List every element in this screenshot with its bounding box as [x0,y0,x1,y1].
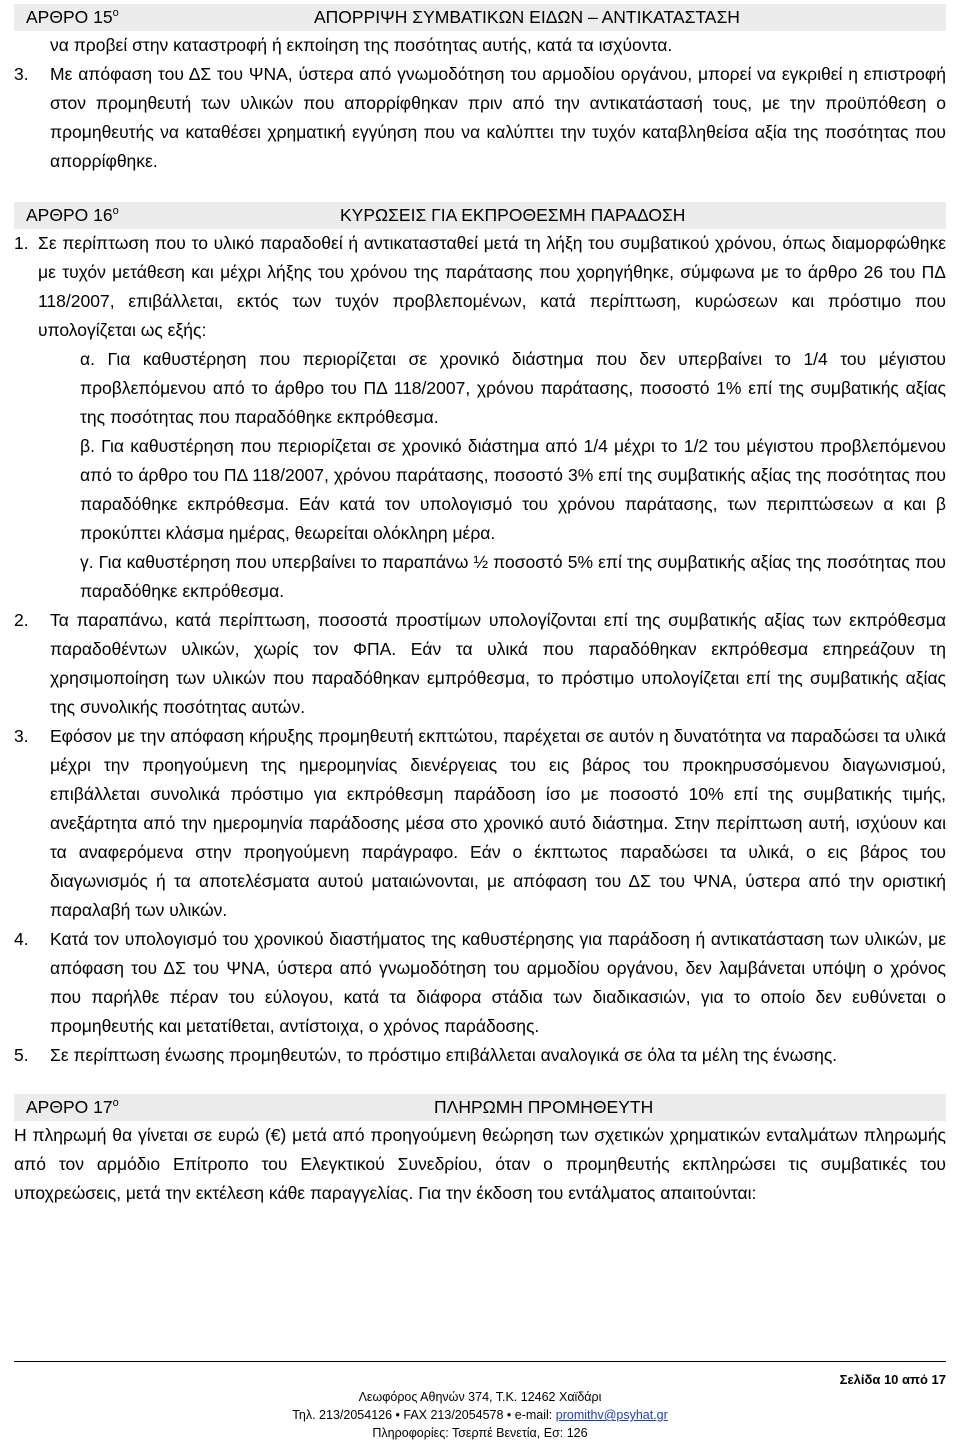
item-marker: 4. [14,929,29,949]
article-16-title: ΚΥΡΩΣΕΙΣ ΓΙΑ ΕΚΠΡΟΘΕΣΜΗ ΠΑΡΑΔΟΣΗ [340,205,686,225]
email-link[interactable]: promithv@psyhat.gr [555,1408,668,1422]
document-body [14,4,946,1208]
article-15-title: ΑΠΟΡΡΙΨΗ ΣΥΜΒΑΤΙΚΩΝ ΕΙΔΩΝ – ΑΝΤΙΚΑΤΑΣΤΑΣΗ [314,7,740,27]
sub-item-text: β. Για καθυστέρηση που περιορίζεται σε χρονικό διάστημα από 1/4 μέχρι το 1/2 του μέγιστου προβλεπόμενου από το άρθρο του ΠΔ 118/2007, χρόνου παράτασης, ποσοστό 3% επί της συμβατικής αξίας της ποσότητας που παραδόθηκε εκπρόθεσμα. Εάν κατά τον υπολογισμό του χρόνου παράτασης, των περιπτώσεων α και β προκύπτει κλάσμα ημέρας, θεωρείται ολόκληρη μέρα. [80,436,946,543]
article-16-item-4 [14,925,946,1041]
footer-contact: Τηλ. 213/2054126 • FAX 213/2054578 • e-mail: promithv@psyhat.gr [292,1408,668,1422]
footer [0,1388,960,1442]
article-15-continuation [14,31,946,60]
item-text: Σε περίπτωση ένωσης προμηθευτών, το πρόστιμο επιβάλλεται αναλογικά σε όλα τα μέλη της ένωσης. [50,1045,838,1065]
footer-info: Πληροφορίες: Τσερπέ Βενετία, Εσ: 126 [372,1426,588,1440]
article-16-sub-b [14,432,946,548]
article-17-number: ΑΡΘΡΟ $17^o$ [26,1097,119,1117]
article-16-number: ΑΡΘΡΟ $16^o$ [26,205,119,225]
article-16-item-5 [14,1041,946,1070]
item-text: Σε περίπτωση που το υλικό παραδοθεί ή αντικατασταθεί μετά τη λήξη του συμβατικού χρόνου, όπως διαμορφώθηκε με τυχόν μετάθεση και μέχρι λήξης του χρόνου της παράτασης που χορηγήθηκε, σύμφωνα με το άρθρο 26 του ΠΔ 118/2007, επιβάλλεται, εκτός των τυχόν προβλεπομένων, κατά περίπτωση, κυρώσεων και πρόστιμο που υπολογίζεται ως εξής: [38,233,946,340]
article-17-title: ΠΛΗΡΩΜΗ ΠΡΟΜΗΘΕΥΤΗ [434,1097,654,1117]
sub-item-text: γ. Για καθυστέρηση που υπερβαίνει το παραπάνω ½ ποσοστό 5% επί της συμβατικής αξίας της ποσότητας που παραδόθηκε εκπρόθεσμα. [80,552,946,601]
article-16-item-2 [14,606,946,722]
article-16-item-1 [14,229,946,345]
article-16-item-3 [14,722,946,925]
article-15-item-3 [14,60,946,176]
article-16-sub-a [14,345,946,432]
article-15-header [14,4,946,31]
item-text: Με απόφαση του ΔΣ του ΨΝΑ, ύστερα από γνωμοδότηση του αρμοδίου οργάνου, μπορεί να εγκριθεί η επιστροφή στον προμηθευτή των υλικών που απορρίφθηκαν πριν από την αντικατάστασή τους, με την προϋπόθεση ο προμηθευτής να καταθέσει χρηματική εγγύηση που να καλύπτει την τυχόν καταβληθείσα αξία της ποσότητας που απορρίφθηκε. [50,64,946,171]
item-marker: 1. [14,233,29,253]
sub-item-text: α. Για καθυστέρηση που περιορίζεται σε χρονικό διάστημα που δεν υπερβαίνει το 1/4 του μέγιστου προβλεπόμενου από το άρθρο του ΠΔ 118/2007, χρόνου παράτασης, ποσοστό 1% επί της συμβατικής αξίας της ποσότητας που παραδόθηκε εκπρόθεσμα. [80,349,946,427]
item-marker: 2. [14,610,29,630]
page-number: Σελίδα 10 από 17 [839,1372,946,1387]
item-text: Τα παραπάνω, κατά περίπτωση, ποσοστά προστίμων υπολογίζονται επί της συμβατικής αξίας των εκπρόθεσμα παραδοθέντων υλικών, χωρίς τον ΦΠΑ. Εάν τα υλικά που παραδόθηκαν εκπρόθεσμα επηρεάζουν τη χρησιμοποίηση των υλικών που παραδόθηκαν εμπρόθεσμα, το πρόστιμο υπολογίζεται επί της συμβατικής αξίας της συνολικής ποσότητας αυτών. [50,610,946,717]
article-16-sub-c [14,548,946,606]
footer-address: Λεωφόρος Αθηνών 374, Τ.Κ. 12462 Χαϊδάρι [358,1390,602,1404]
article-15-continuation-text: να προβεί στην καταστροφή ή εκποίηση της ποσότητας αυτής, κατά τα ισχύοντα. [50,35,673,55]
article-16-header [14,202,946,229]
article-17-text: Η πληρωμή θα γίνεται σε ευρώ (€) μετά από προηγούμενη θεώρηση των σχετικών χρηματικών ενταλμάτων πληρωμής από τον αρμόδιο Επίτροπο του Ελεγκτικού Συνεδρίου, όταν ο προμηθευτής εκπληρώσει τις συμβατικές του υποχρεώσεις, μετά την εκτέλεση κάθε παραγγελίας. Για την έκδοση του εντάλματος απαιτούνται: [14,1125,946,1203]
item-marker: 3. [14,726,29,746]
item-marker: 3. [14,64,29,84]
article-15-number: ΑΡΘΡΟ $15^o$ [26,7,119,27]
item-text: Εφόσον με την απόφαση κήρυξης προμηθευτή εκπτώτου, παρέχεται σε αυτόν η δυνατότητα να παραδώσει τα υλικά μέχρι την προηγούμενη της ημερομηνίας διενέργειας του εις βάρος του προκηρυσσόμενου διαγωνισμού, επιβάλλεται συνολικά πρόστιμο για εκπρόθεσμη παράδοση ίσο με ποσοστό 10% επί της συμβατικής τιμής, ανεξάρτητα από την ημερομηνία παράδοσης μέσα στο χρονικό αυτό διάστημα. Στην περίπτωση αυτή, ισχύουν και τα αναφερόμενα στην προηγούμενη παράγραφο. Εάν ο έκπτωτος παραδώσει τα υλικά, ο εις βάρος του διαγωνισμός ή τα αποτελέσματα αυτού ματαιώνονται, με απόφαση του ΔΣ του ΨΝΑ, ύστερα από την οριστική παραλαβή των υλικών. [50,726,946,920]
article-17-header [14,1094,946,1121]
footer-divider [14,1361,946,1362]
item-marker: 5. [14,1045,29,1065]
item-text: Κατά τον υπολογισμό του χρονικού διαστήματος της καθυστέρησης για παράδοση ή αντικατάσταση των υλικών, με απόφαση του ΔΣ του ΨΝΑ, ύστερα από γνωμοδότηση του αρμοδίου οργάνου, δεν λαμβάνεται υπόψη ο χρόνος που παρήλθε πέραν του εύλογου, κατά τα διάφορα στάδια των διαδικασιών, για το οποίο δεν ευθύνεται ο προμηθευτής και μετατίθεται, αντίστοιχα, ο χρόνος παράδοσης. [50,929,946,1036]
